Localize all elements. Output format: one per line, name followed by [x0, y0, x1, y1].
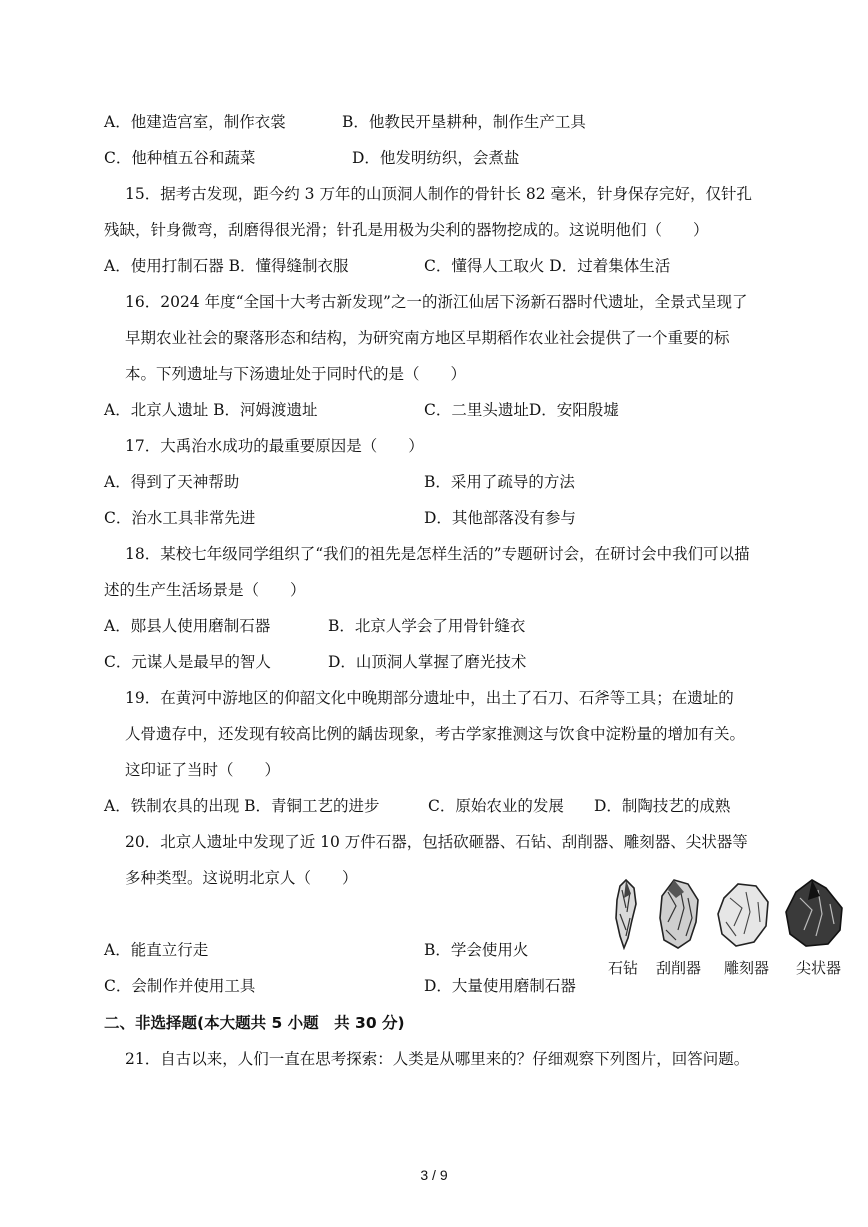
q14-option-d: D．他发明纺织，会煮盐: [352, 149, 520, 167]
q15-stem-1: 15．据考古发现，距今约 3 万年的山顶洞人制作的骨针长 82 毫米，针身保存完好，仅针孔: [125, 185, 753, 203]
point-tool-label: 尖状器: [796, 959, 842, 977]
stone-drill-label: 石钻: [608, 959, 639, 977]
q20-stem-1: 20．北京人遗址中发现了近 10 万件石器，包括砍砸器、石钻、刮削器、雕刻器、尖状器等: [125, 833, 748, 851]
stone-drill-image: [610, 878, 642, 950]
q16-stem-1: 16．2024 年度“全国十大考古新发现”之一的浙江仙居下汤新石器时代遗址，全景式呈现了: [125, 293, 748, 311]
q16-stem-3: 本。下列遗址与下汤遗址处于同时代的是（ ）: [125, 365, 467, 383]
q18-option-d: D．山顶洞人掌握了磨光技术: [328, 653, 527, 671]
q19-stem-3: 这印证了当时（ ）: [125, 761, 281, 779]
q18-stem-1: 18．某校七年级同学组织了“我们的祖先是怎样生活的”专题研讨会，在研讨会中我们可以描: [125, 545, 750, 563]
q21-stem: 21．自古以来，人们一直在思考探索：人类是从哪里来的？仔细观察下列图片，回答问题。: [125, 1050, 750, 1068]
q18-stem-2: 述的生产生活场景是（ ）: [104, 581, 306, 599]
q17-option-d: D．其他部落没有参与: [424, 509, 576, 527]
q14-option-b: B．他教民开垦耕种，制作生产工具: [342, 113, 586, 131]
q16-option-ab: A．北京人遗址 B．河姆渡遗址: [104, 401, 318, 419]
q15-option-cd: C．懂得人工取火 D．过着集体生活: [424, 257, 671, 275]
q18-option-c: C．元谋人是最早的智人: [104, 653, 271, 671]
scraper-image: [654, 878, 702, 950]
engraver-image: [714, 878, 772, 950]
q14-option-a: A．他建造宫室，制作衣裳: [104, 113, 286, 131]
q16-option-cd: C．二里头遗址D．安阳殷墟: [424, 401, 619, 419]
point-tool-image: [782, 878, 848, 950]
q17-stem: 17．大禹治水成功的最重要原因是（ ）: [125, 437, 424, 455]
q18-option-b: B．北京人学会了用骨针缝衣: [328, 617, 526, 635]
q19-stem-1: 19．在黄河中游地区的仰韶文化中晚期部分遗址中，出土了石刀、石斧等工具；在遗址的: [125, 689, 734, 707]
q19-option-d: D．制陶技艺的成熟: [594, 797, 731, 815]
section-heading: 二、非选择题(本大题共 5 小题 共 30 分): [104, 1014, 405, 1032]
q17-option-a: A．得到了天神帮助: [104, 473, 240, 491]
engraver-label: 雕刻器: [724, 959, 770, 977]
q20-option-c: C．会制作并使用工具: [104, 977, 256, 995]
q19-option-c: C．原始农业的发展: [428, 797, 564, 815]
q15-stem-2: 残缺，针身微弯，刮磨得很光滑；针孔是用极为尖利的器物挖成的。这说明他们（ ）: [104, 221, 709, 239]
q20-option-d: D．大量使用磨制石器: [424, 977, 576, 995]
q16-stem-2: 早期农业社会的聚落形态和结构，为研究南方地区早期稻作农业社会提供了一个重要的标: [125, 329, 730, 347]
q17-option-c: C．治水工具非常先进: [104, 509, 256, 527]
scraper-label: 刮削器: [656, 959, 702, 977]
q15-option-ab: A．使用打制石器 B．懂得缝制衣服: [104, 257, 349, 275]
q20-stem-2: 多种类型。这说明北京人（ ）: [125, 869, 358, 887]
page-number: 3 / 9: [420, 1167, 448, 1183]
stone-tools-figure: [600, 878, 860, 978]
q18-option-a: A．郧县人使用磨制石器: [104, 617, 271, 635]
q19-option-ab: A．铁制农具的出现 B．青铜工艺的进步: [104, 797, 380, 815]
q19-stem-2: 人骨遗存中，还发现有较高比例的龋齿现象，考古学家推测这与饮食中淀粉量的增加有关。: [125, 725, 746, 743]
q20-option-a: A．能直立行走: [104, 941, 209, 959]
q20-option-b: B．学会使用火: [424, 941, 529, 959]
q17-option-b: B．采用了疏导的方法: [424, 473, 575, 491]
q14-option-c: C．他种植五谷和蔬菜: [104, 149, 256, 167]
